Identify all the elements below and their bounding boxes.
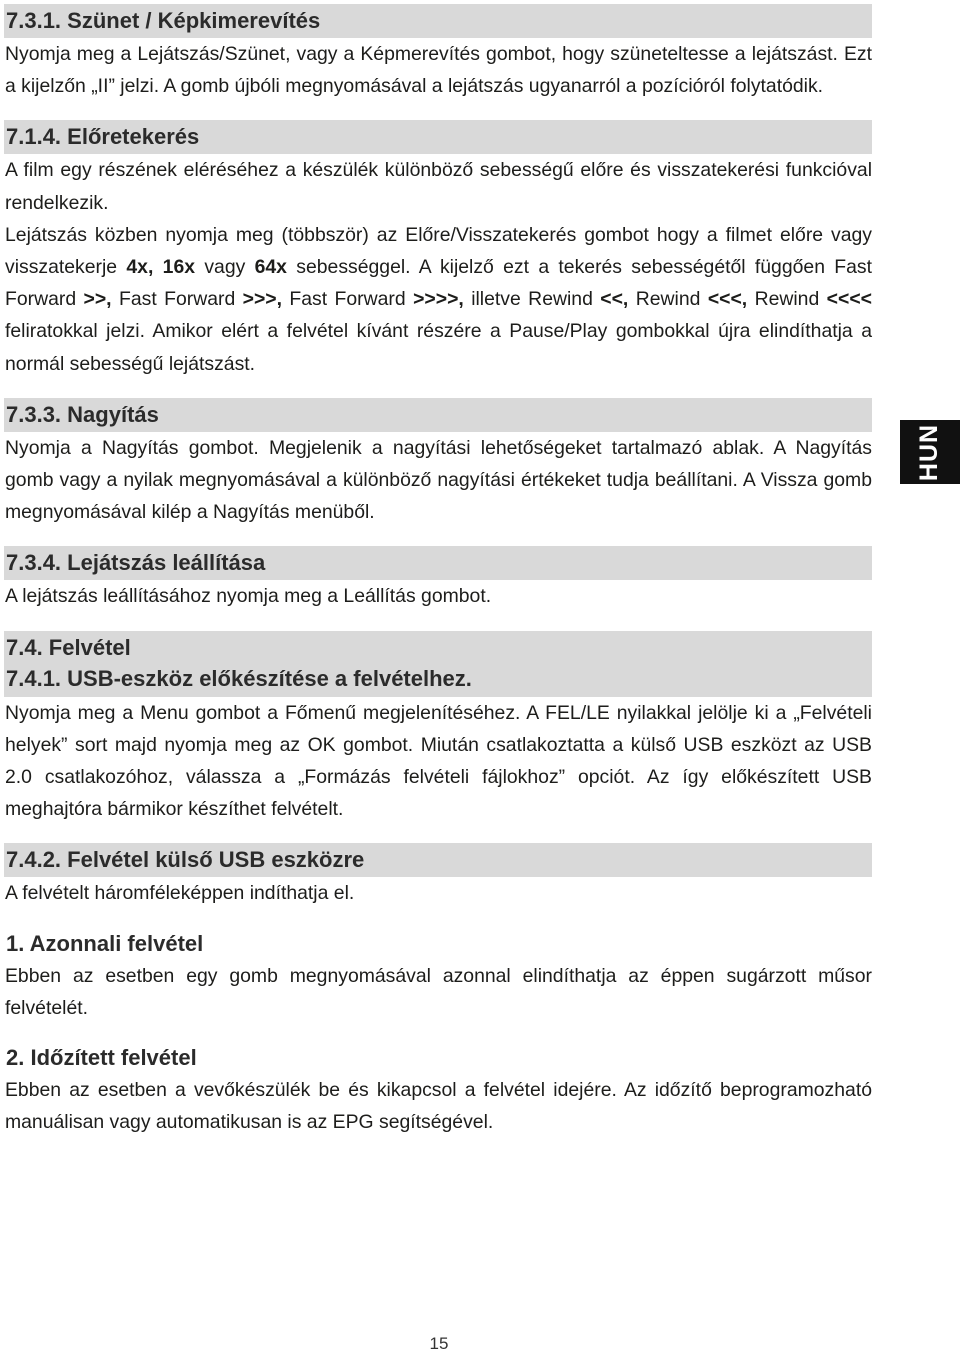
- document-body: [4, 4, 872, 1138]
- section-paragraph: Nyomja a Nagyítás gombot. Megjelenik a nagyítási lehetőségeket tartalmazó ablak. A Nagyítás gomb vagy a nyilak megnyomásával a különböző nagyítási értékeket tudja beállítani. A Vissza gomb megnyomásával kilép a Nagyítás menüből.: [5, 436, 872, 524]
- section-heading-zoom: 7.3.3. Nagyítás: [4, 398, 872, 432]
- section-heading-pause: 7.3.1. Szünet / Képkimerevítés: [4, 4, 872, 38]
- speed-value: 16x: [162, 256, 196, 279]
- section-heading-recording-title: 7.4. Felvétel: [6, 634, 131, 660]
- section-paragraph: Nyomja meg a Lejátszás/Szünet, vagy a Képmerevítés gombot, hogy szüneteltesse a lejátszást. Ezt a kijelzőn „II” jelzi. A gomb újbóli megnyomásával a lejátszás ugyanarról a pozícióról folytatódik.: [5, 43, 872, 98]
- section-heading-stop: 7.3.4. Lejátszás leállítása: [4, 546, 872, 580]
- ff-symbol: >>,: [83, 288, 112, 311]
- rewind-symbol: <<<,: [707, 288, 748, 311]
- rewind-symbol: <<<<: [826, 288, 872, 311]
- section-paragraph: Ebben az esetben a vevőkészülék be és kikapcsol a felvétel idejére. Az időzítő beprogramozható manuálisan vagy automatikusan is az EPG segítségével.: [5, 1079, 872, 1134]
- section-heading-usb-prepare: 7.4.1. USB-eszköz előkészítése a felvételhez.: [6, 665, 472, 691]
- section-paragraph-speeds: Lejátszás közben nyomja meg (többször) az Előre/Visszatekerés gombot hogy a filmet előre vagy visszatekerje 4x, 16x vagy 64x sebességgel. A kijelző ezt a tekerés sebességétől függően Fast Forward >>, Fast Forward >>>, Fast Forward >>>>, illetve Rewind <<, Rewind <<<, Rewind <<<< feliratokkal jelzi. Amikor elért a felvétel kívánt részére a Pause/Play gombokkal újra elindíthatja a normál sebességű lejátszást.: [5, 223, 872, 375]
- section-paragraph: Ebben az esetben egy gomb megnyomásával azonnal elindíthatja az éppen sugárzott műsor felvételét.: [5, 964, 872, 1019]
- speed-value: 64x: [254, 256, 287, 279]
- section-heading-instant-record: 1. Azonnali felvétel: [6, 930, 204, 956]
- section-heading-recording: [4, 631, 872, 697]
- section-heading-fast-forward: 7.1.4. Előretekerés: [4, 120, 872, 154]
- ff-symbol: >>>>,: [413, 288, 464, 311]
- language-tab: [900, 420, 960, 484]
- rewind-symbol: <<,: [600, 288, 629, 311]
- section-paragraph: A lejátszás leállításához nyomja meg a Leállítás gombot.: [5, 585, 492, 608]
- speed-value: 4x,: [126, 256, 154, 279]
- section-heading-timer-record: 2. Időzített felvétel: [6, 1045, 197, 1071]
- ff-symbol: >>>,: [242, 288, 283, 311]
- language-tab-label: HUN: [915, 423, 944, 481]
- page-number: 15: [429, 1334, 449, 1353]
- section-paragraph: A film egy részének eléréséhez a készülék különböző sebességű előre és visszatekerési funkcióval rendelkezik.: [5, 159, 872, 214]
- section-paragraph: A felvételt háromféleképpen indíthatja el.: [5, 882, 355, 905]
- section-paragraph: Nyomja meg a Menu gombot a Főmenű megjelenítéséhez. A FEL/LE nyilakkal jelölje ki a „Felvételi helyek” sort majd nyomja meg az OK gombot. Miután csatlakoztatta a külső USB eszközt az USB 2.0 csatlakozóhoz, válassza a „Formázás felvételi fájlokhoz” opciót. Az így előkészített USB meghajtóra bármikor készíthet felvételt.: [5, 701, 872, 821]
- section-heading-usb-record: 7.4.2. Felvétel külső USB eszközre: [4, 843, 872, 877]
